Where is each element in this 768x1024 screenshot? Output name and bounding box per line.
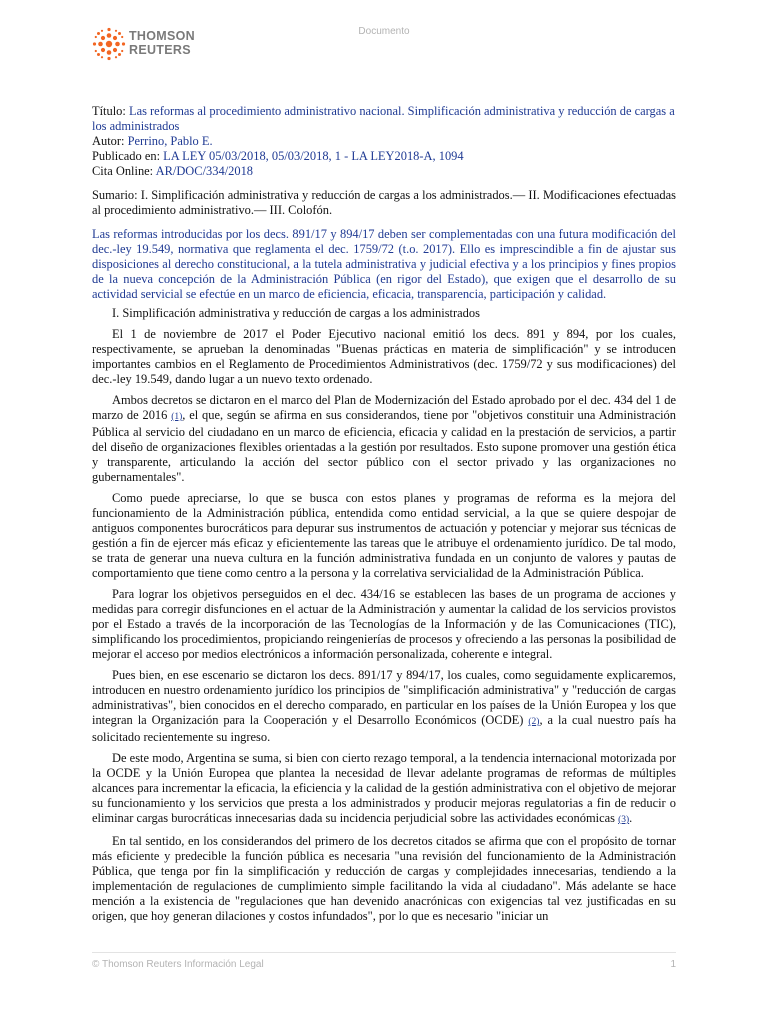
page-number: 1 [670, 959, 676, 970]
logo-line-reuters: REUTERS [129, 43, 191, 57]
page-header [0, 0, 768, 70]
footnote-link-2[interactable]: (2) [528, 717, 540, 727]
abstract: Las reformas introducidas por los decs. 891/17 y 894/17 deben ser complementadas con una futura modificación del dec.-ley 19.549, normativa que reglamenta el dec. 1759/72 (t.o. 2017). Ello es imprescindible a fin de ajustar sus disposiciones al derecho constitucional, a la tutela administrativa y judicial efectiva y a los principios y fines propios de la nueva concepción de la Administración Pública (en rigor del Estado), que exigen que el desarrollo de su actividad servicial se efectúe en un marco de eficiencia, eficacia, transparencia, participación y calidad. [92, 227, 676, 301]
author-label: Autor: [92, 134, 125, 148]
paragraph-5-text-a: Pues bien, en ese escenario se dictaron los decs. 891/17 y 894/17, los cuales, como seguidamente explicaremos, introducen en nuestro ordenamiento jurídico los principios de "simplificación administrativa" y "reducción de cargas administrativas", bien conocidos en el derecho comparado, en particular en los países de la Unión Europea y los que integran la Organización para la Cooperación y el Desarrollo Económicos (OCDE) [92, 668, 676, 727]
published-label: Publicado en: [92, 149, 161, 163]
cite-label: Cita Online: [92, 164, 154, 178]
paragraph-2-text-a: Ambos decretos se dictaron en el marco del Plan de Modernización del Estado aprobado por el dec. 434 del 1 de marzo de 2016 [92, 393, 676, 422]
author-name[interactable]: Perrino, Pablo E. [127, 134, 213, 148]
cite-line [92, 164, 676, 179]
title-line [92, 104, 676, 134]
title-label: Título: [92, 104, 126, 118]
paragraph-5-text-b: , a la cual nuestro país ha solicitado recientemente su ingreso. [92, 713, 676, 744]
paragraph-7: En tal sentido, en los considerandos del primero de los decretos citados se afirma que con el propósito de tornar más eficiente y predecible la función pública es necesaria "una revisión del funcionamiento de la Administración Pública, que tenga por fin la simplificación y reducción de cargas y complejidades innecesarias, tendiendo a la implementación de regulaciones de cumplimiento simple facilitando la vida al ciudadano". Más adelante se hace mención a la existencia de "regulaciones que han devenido anacrónicas con exigencias tal vez justificadas en su origen, que hoy generan dilaciones y costos infundados", por lo que es necesario "iniciar un [92, 834, 676, 923]
document-title[interactable]: Las reformas al procedimiento administrativo nacional. Simplificación administrativa y reducción de cargas a los administrados [92, 104, 675, 133]
paragraph-2 [92, 393, 676, 485]
paragraph-3: Como puede apreciarse, lo que se busca con estos planes y programas de reforma es la mejora del funcionamiento de la Administración pública, entendida como entidad servicial, a la que se quiere despojar de antiguos componentes burocráticos para depurar sus instrumentos de actuación y potenciar y mejorar sus técnicas de gestión a fin de ejercer más eficaz y eficientemente las tareas que le atribuye el ordenamiento jurídico. De tal modo, se trata de generar una nueva cultura en la función administrativa fundada en un conjunto de valores y pautas de comportamiento que tiene como centro a la persona y la correlativa servicialidad de la Administración Pública. [92, 491, 676, 580]
paragraph-5 [92, 668, 676, 745]
paragraph-6-text-a: De este modo, Argentina se suma, si bien con cierto rezago temporal, a la tendencia internacional motorizada por la OCDE y la Unión Europea que plantea la necesidad de llevar adelante programas de reformas de múltiples alcances para incrementar la eficacia, la eficiencia y la calidad de la gestión administrativa con el objetivo de mejorar su funcionamiento y los servicios que presta a los administrados y producir mejoras regulatorias a fin de reducir o eliminar cargas burocráticas innecesarias dada su incidencia perjudicial sobre las actividades económicas [92, 751, 676, 825]
footer-divider [92, 952, 676, 953]
document-body [92, 104, 676, 924]
document-metadata [92, 104, 676, 179]
footnote-link-1[interactable]: (1) [171, 412, 183, 422]
cite-online[interactable]: AR/DOC/334/2018 [155, 164, 254, 178]
document-label: Documento [358, 26, 410, 37]
published-line [92, 149, 676, 164]
paragraph-1: El 1 de noviembre de 2017 el Poder Ejecutivo nacional emitió los decs. 891 y 894, por los cuales, respectivamente, se aprueban la denominadas "Buenas prácticas en materia de simplificación" y se introducen importantes cambios en el Reglamento de Procedimientos Administrativos (dec. 1759/72 y sus modificaciones) del dec.-ley 19.549, dando lugar a un nuevo texto ordenado. [92, 327, 676, 386]
footer-copyright: © Thomson Reuters Información Legal [92, 959, 264, 970]
paragraph-4: Para lograr los objetivos perseguidos en el dec. 434/16 se establecen las bases de un programa de acciones y medidas para corregir disfunciones en el actuar de la Administración y aumentar la calidad de los servicios provistos por el Estado a través de la incorporación de las Tecnologías de la Información y de las Comunicaciones (TIC), simplificando los procedimientos, propiciando reingenierías de procesos y ofreciendo a las personas la posibilidad de mejorar el acceso por medios electrónicos a información personalizada, coherente e integral. [92, 587, 676, 661]
paragraph-2-text-b: , el que, según se afirma en sus considerandos, tiene por "objetivos constituir una Administración Pública al servicio del ciudadano en un marco de eficiencia, eficacia y calidad en la prestación de servicios, a partir del diseño de organizaciones flexibles orientadas a la gestión por resultados. Esto supone promover una gestión ética y transparente, articulando la acción del sector público con el sector privado y las organizaciones no gubernamentales". [92, 408, 676, 484]
footnote-link-3[interactable]: (3) [618, 815, 630, 825]
logo-line-thomson: THOMSON [129, 29, 195, 43]
summary: Sumario: I. Simplificación administrativa y reducción de cargas a los administrados.— II. Modificaciones efectuadas al procedimiento administrativo.— III. Colofón. [92, 188, 676, 217]
paragraph-6-text-b: . [629, 811, 633, 825]
publication-source[interactable]: LA LEY 05/03/2018, 05/03/2018, 1 - LA LEY2018-A, 1094 [163, 149, 464, 163]
author-line [92, 134, 676, 149]
section-heading: I. Simplificación administrativa y reducción de cargas a los administrados [112, 306, 480, 320]
paragraph-6 [92, 751, 676, 828]
